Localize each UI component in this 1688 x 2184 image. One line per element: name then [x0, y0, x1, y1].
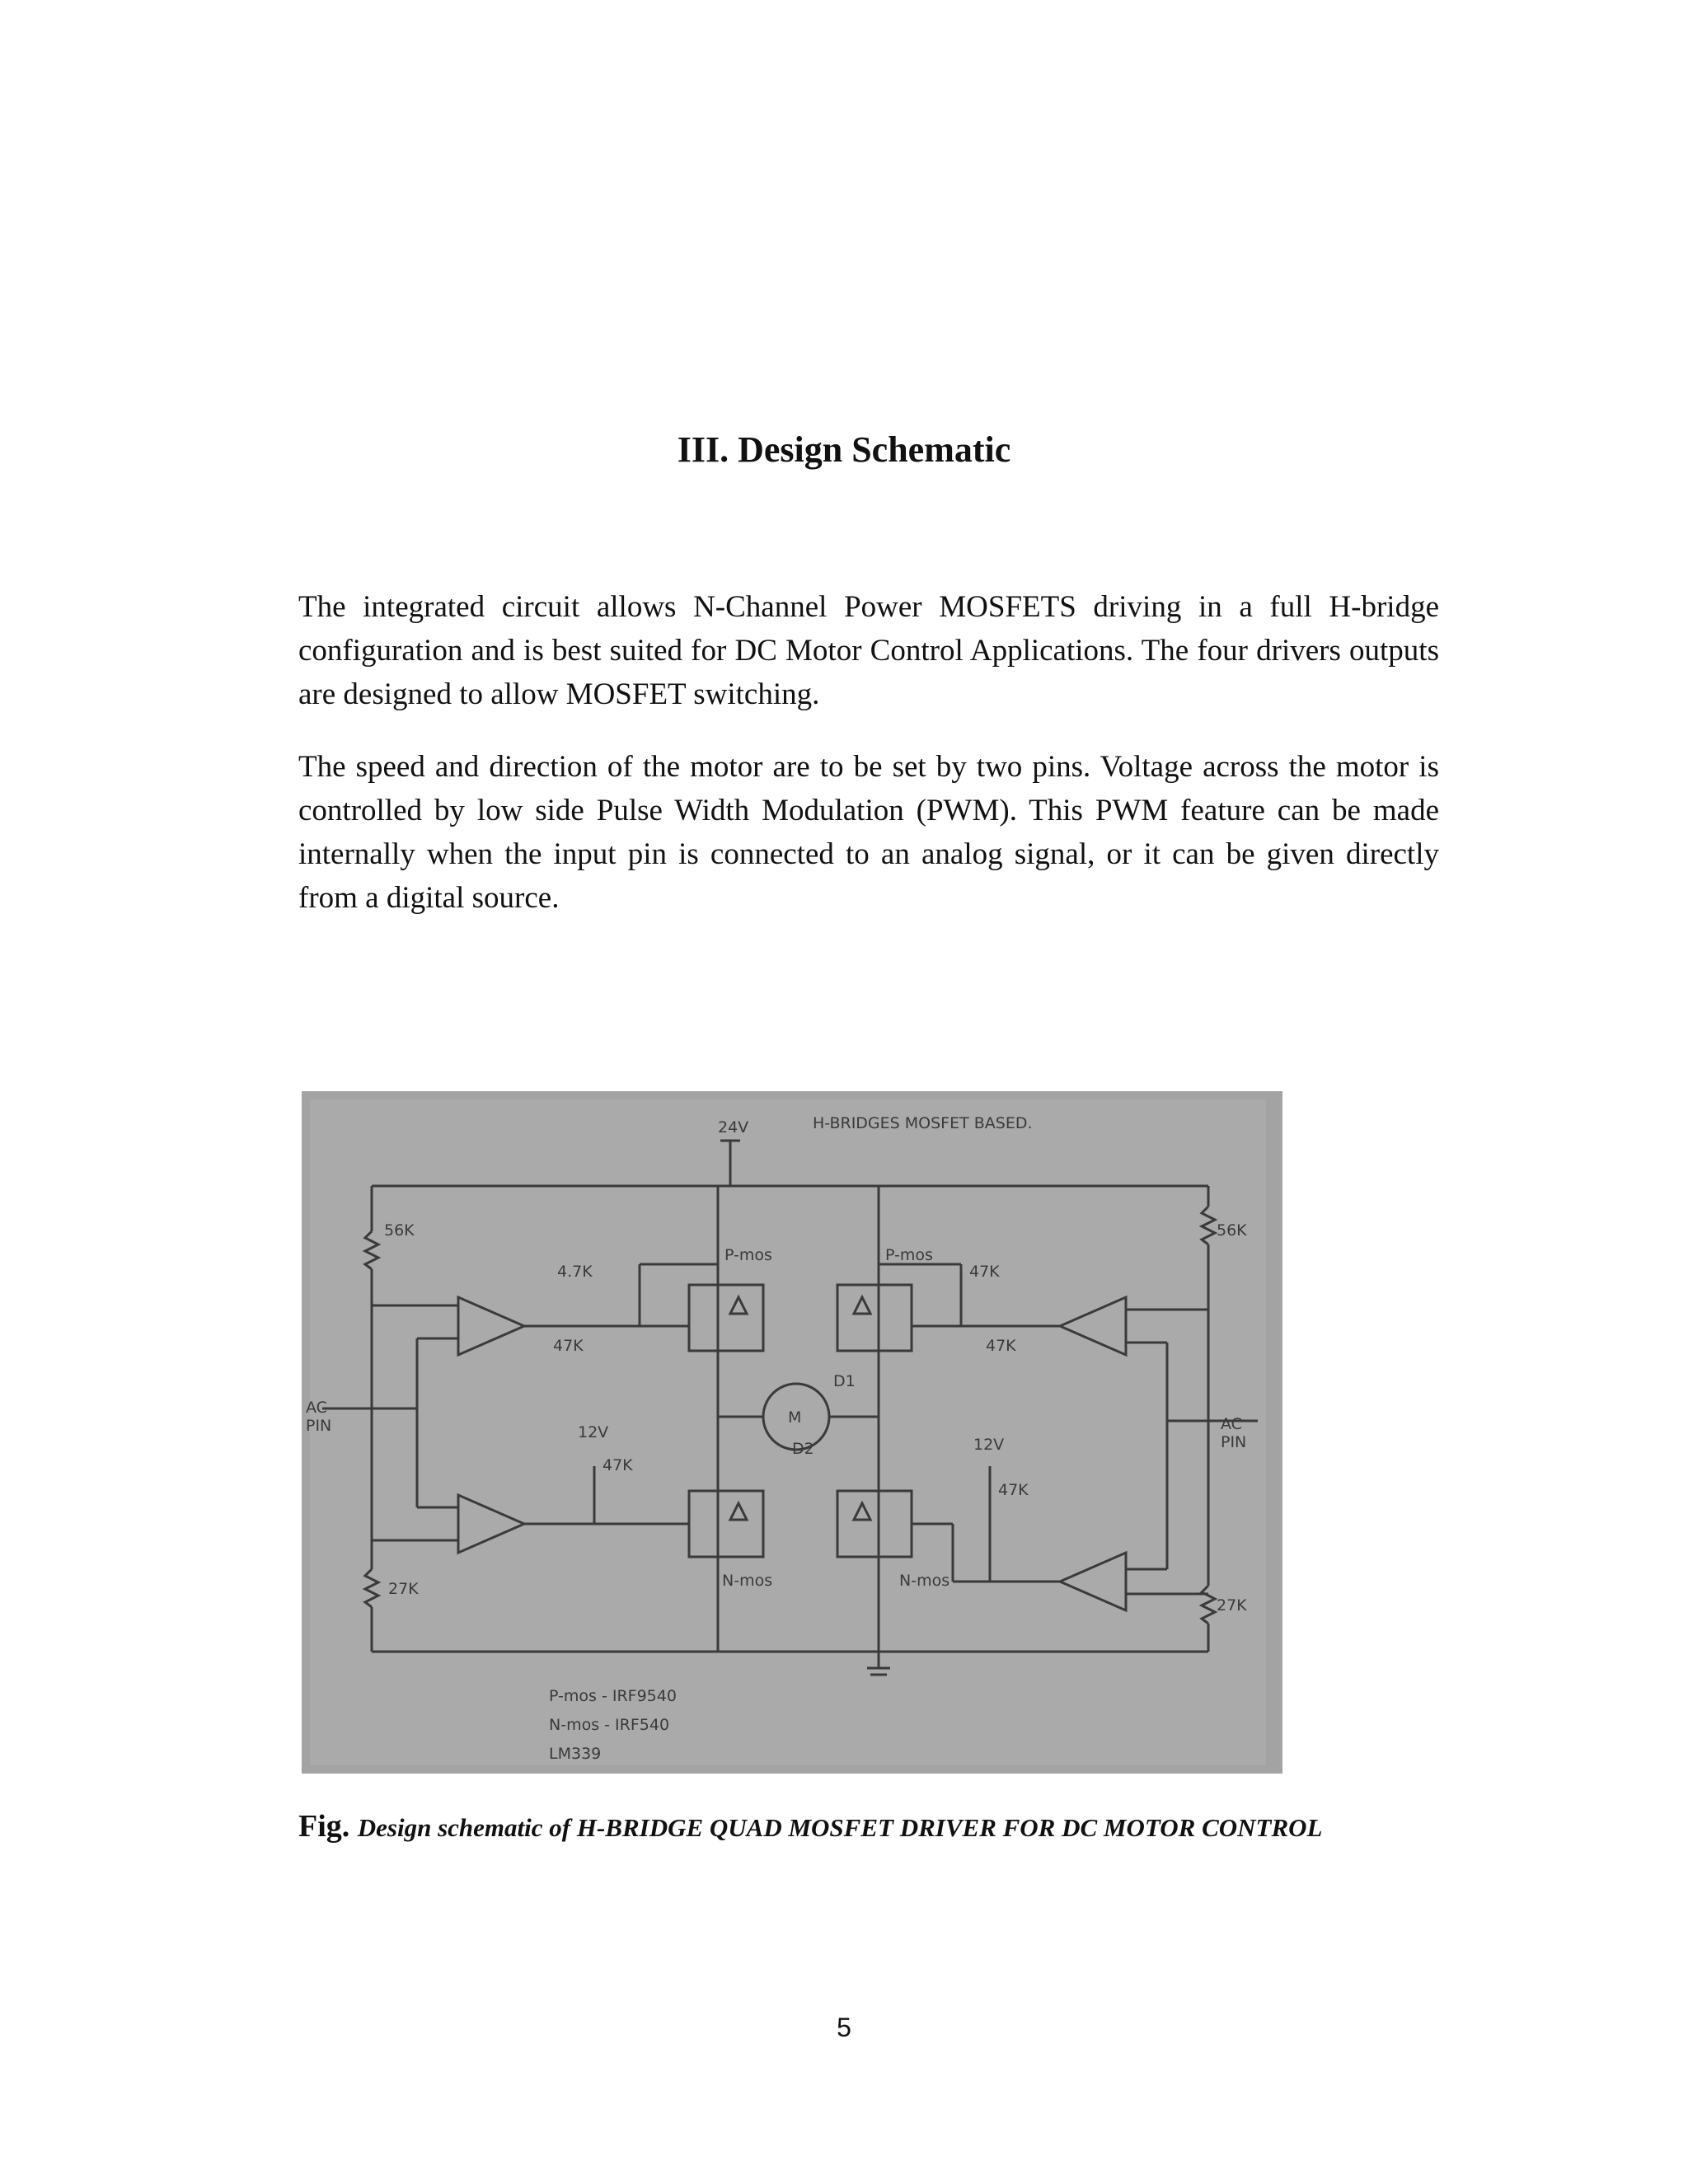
caption-text: Design schematic of H-BRIDGE QUAD MOSFET DRIVER FOR DC MOTOR CONTROL — [357, 1813, 1323, 1842]
h-bridge-schematic-drawing — [302, 1091, 1282, 1774]
r-series-top-right-label: 47K — [986, 1337, 1016, 1355]
nmos-right-label: N-mos — [899, 1572, 950, 1590]
paragraph-2: The speed and direction of the motor are to be set by two pins. Voltage across the motor is controlled by low side Pulse Width Modulation (PWM). This PWM feature can be made internally when the input pin is connected to an analog signal, or it can be given directly from a digital source. — [298, 750, 1439, 915]
section-heading: III. Design Schematic — [677, 429, 1011, 470]
d2-label: D2 — [792, 1440, 814, 1458]
r-bottom-right-label: 27K — [1217, 1596, 1247, 1615]
note-pmos: P-mos - IRF9540 — [549, 1687, 677, 1705]
pmos-left-label: P-mos — [724, 1246, 772, 1264]
r-gate-top-left-label: 4.7K — [557, 1263, 593, 1281]
r-12-right-label: 47K — [998, 1481, 1029, 1499]
v12-left-label: 12V — [578, 1423, 609, 1441]
v12-right-label: 12V — [973, 1436, 1005, 1454]
schematic-title: H-BRIDGES MOSFET BASED. — [813, 1114, 1033, 1132]
caption-label: Fig. — [298, 1809, 350, 1844]
nmos-left-label: N-mos — [722, 1572, 773, 1590]
figure-caption — [298, 1808, 1535, 1844]
note-nmos: N-mos - IRF540 — [549, 1716, 670, 1734]
r-12-left-label: 47K — [603, 1456, 633, 1474]
r-bottom-left-label: 27K — [388, 1580, 419, 1598]
page-number: 5 — [837, 2013, 851, 2042]
note-lm: LM339 — [549, 1745, 602, 1763]
motor-label: M — [788, 1408, 802, 1427]
ac-pin-right-label: AC — [1221, 1415, 1242, 1433]
r-top-left-label: 56K — [384, 1221, 415, 1240]
paragraph-1: The integrated circuit allows N-Channel Power MOSFETS driving in a full H-bridge configuration and is best suited for DC Motor Control Applications. The four drivers outputs are designed to allow MOSFET switching. — [298, 590, 1439, 711]
r-gate-top-right-label: 47K — [969, 1263, 1000, 1281]
schematic-figure — [302, 1091, 1282, 1774]
r-top-right-label: 56K — [1217, 1221, 1247, 1240]
pmos-right-label: P-mos — [885, 1246, 933, 1264]
supply-label: 24V — [718, 1118, 749, 1137]
ac-pin-right-label-2: PIN — [1221, 1433, 1247, 1451]
ac-pin-left-label: AC — [306, 1399, 327, 1417]
d1-label: D1 — [833, 1372, 856, 1390]
ac-pin-left-label-2: PIN — [306, 1417, 332, 1435]
r-series-top-left-label: 47K — [553, 1337, 584, 1355]
